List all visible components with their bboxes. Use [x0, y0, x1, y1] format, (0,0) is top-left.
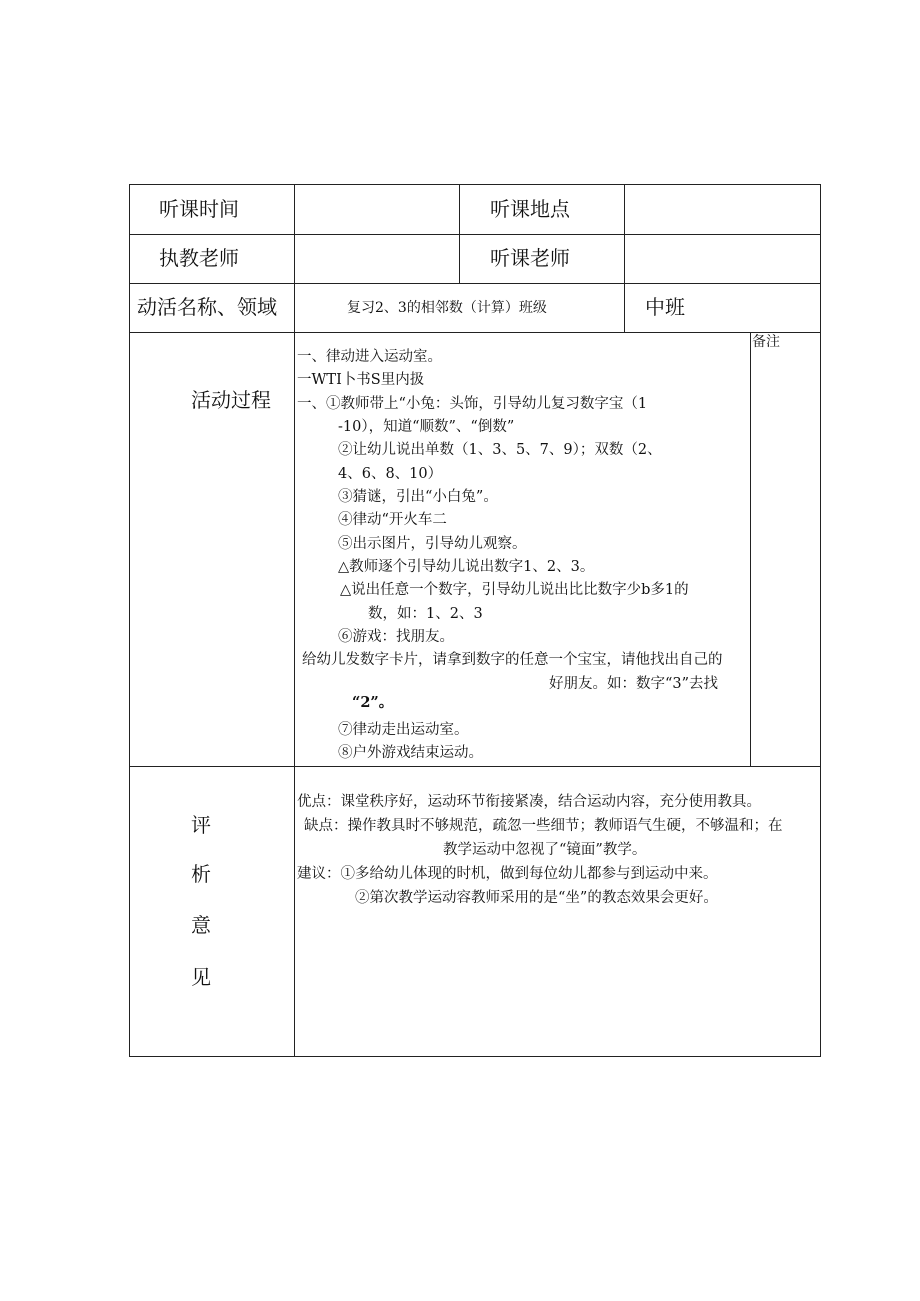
analysis-line: 优点：课堂秩序好，运动环节衔接紧凑，结合运动内容，充分使用教具。: [297, 794, 761, 810]
process-line: 一、①教师带上“小兔：头饰，引导幼儿复习数字宝（1: [297, 396, 648, 412]
process-line: ⑦律动走出运动室。: [338, 722, 469, 738]
process-line: △说出任意一个数字，引导幼儿说出比比数字少b多1的: [340, 582, 689, 598]
column-divider: [750, 332, 751, 766]
process-line: 数，如：1、2、3: [368, 606, 483, 622]
row-divider: [129, 766, 821, 767]
process-line: 4、6、8、10）: [338, 466, 443, 482]
analysis-line: ②第次教学运动容教师采用的是“坐”的教态效果会更好。: [355, 890, 718, 906]
process-line: ③猜谜，引出“小白兔”。: [338, 489, 498, 505]
process-line: △教师逐个引导幼儿说出数字1、2、3。: [338, 559, 595, 575]
process-line: -10），知道“顺数”、“倒数”: [338, 419, 515, 435]
label-analysis-char: 见: [191, 965, 211, 989]
process-line: ⑧户外游戏结束运动。: [338, 745, 483, 761]
label-analysis-char: 评: [191, 813, 211, 837]
label-teaching-teacher: 执教老师: [159, 246, 239, 270]
row-divider: [129, 283, 821, 284]
analysis-line: 缺点：操作教具时不够规范，疏忽一些细节；教师语气生硬，不够温和；在: [304, 818, 783, 834]
label-analysis-char: 析: [191, 862, 211, 886]
process-line: ④律动“开火车二: [338, 512, 447, 528]
row-divider: [129, 332, 821, 333]
analysis-line: 建议：①多给幼儿体现的时机，做到每位幼儿都参与到运动中来。: [297, 866, 718, 882]
column-divider: [459, 184, 460, 283]
process-line: “2”。: [352, 694, 394, 711]
activity-name-value: 复习2、3的相邻数（计算）班级: [347, 300, 547, 316]
label-activity-process: 活动过程: [191, 388, 271, 412]
label-listening-place: 听课地点: [490, 197, 570, 221]
label-listening-time: 听课时间: [159, 197, 239, 221]
label-activity-name: 动活名称、领域: [137, 295, 277, 319]
remark-label: 备注: [752, 334, 780, 350]
process-line: 给幼儿发数字卡片，请拿到数字的任意一个宝宝，请他找出自己的: [302, 652, 723, 668]
row-divider: [129, 234, 821, 235]
column-divider: [624, 184, 625, 332]
process-line: 一、律动进入运动室。: [297, 349, 442, 365]
process-line: ②让幼儿说出单数（1、3、5、7、9）；双数（2、: [338, 442, 662, 458]
label-analysis-char: 意: [191, 913, 211, 937]
label-listening-teacher: 听课老师: [490, 246, 570, 270]
column-divider: [294, 184, 295, 1057]
process-line: ⑤出示图片，引导幼儿观察。: [338, 536, 527, 552]
class-value: 中班: [645, 295, 685, 319]
analysis-line: 教学运动中忽视了“镜面”教学。: [443, 842, 647, 858]
process-line: 好朋友。如：数字“3”去找: [549, 676, 719, 692]
process-line: 一WTI卜书S里内扱: [297, 372, 425, 388]
process-line: ⑥游戏：找朋友。: [338, 629, 454, 645]
